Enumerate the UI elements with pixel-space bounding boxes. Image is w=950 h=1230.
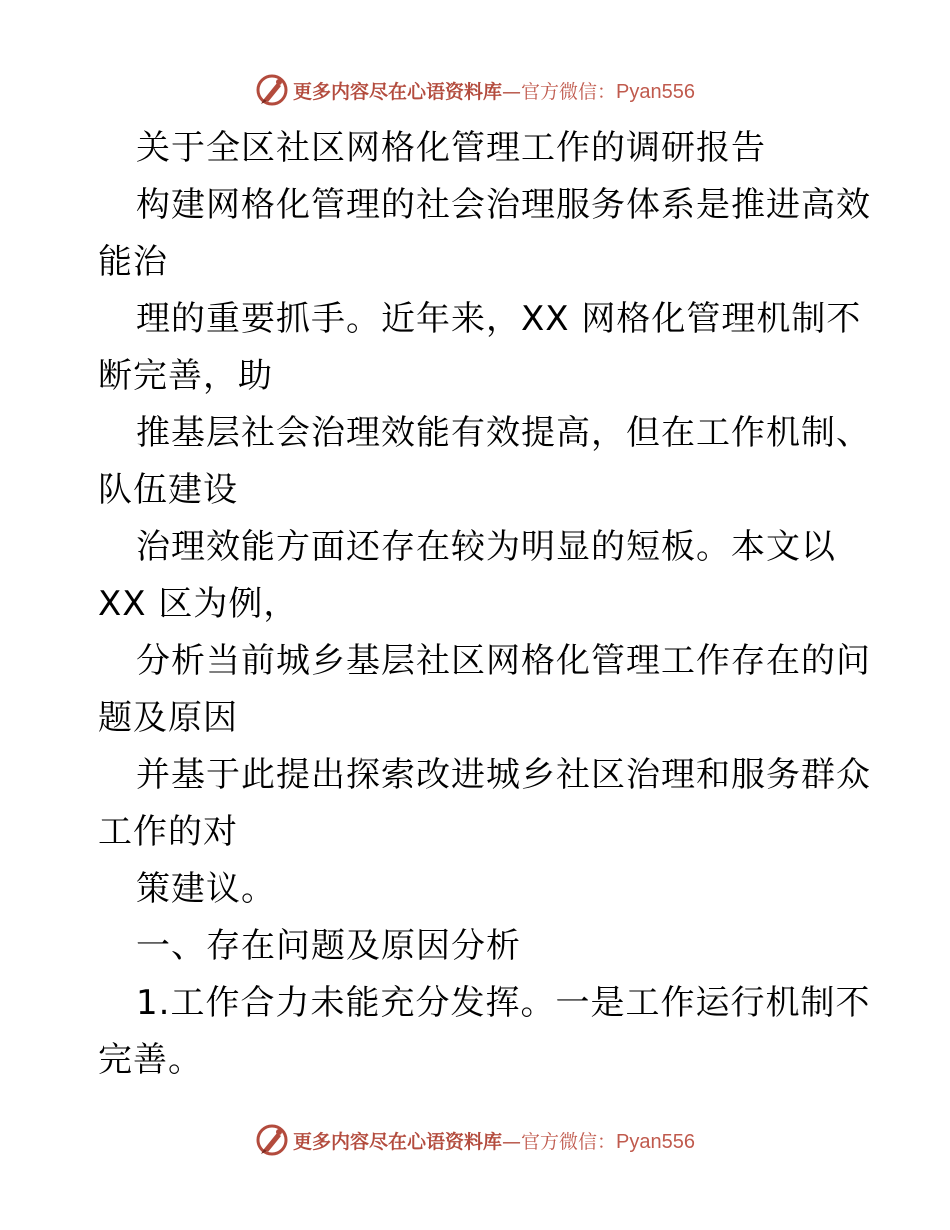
- paragraph-line: XX 区为例，: [98, 584, 299, 624]
- watermark-wechat-label: 官方微信：: [521, 80, 617, 103]
- footer-watermark-text: [293, 1127, 695, 1154]
- paragraph-line: 1.工作合力未能充分发挥。一是工作运行机制不: [136, 983, 871, 1023]
- paragraph-line: 并基于此提出探索改进城乡社区治理和服务群众: [136, 755, 871, 795]
- paragraph-line: 队伍建设: [98, 470, 238, 510]
- watermark-wechat-label: 官方微信：: [521, 1130, 617, 1153]
- pen-logo-icon: [255, 1123, 289, 1157]
- watermark-wechat-id: Pyan556: [616, 1130, 695, 1153]
- header-watermark-text: [293, 77, 695, 104]
- paragraph-line: 推基层社会治理效能有效提高，但在工作机制、: [136, 413, 871, 453]
- paragraph-line: 完善。: [98, 1040, 203, 1080]
- footer-watermark: [0, 1120, 950, 1160]
- paragraph-line: 分析当前城乡基层社区网格化管理工作存在的问: [136, 641, 871, 681]
- watermark-dash: —: [502, 80, 522, 103]
- paragraph-line: 题及原因: [98, 698, 238, 738]
- paragraph-line: 能治: [98, 242, 168, 282]
- pen-logo-icon: [255, 73, 289, 107]
- watermark-wechat-id: Pyan556: [616, 80, 695, 103]
- document-title: 关于全区社区网格化管理工作的调研报告: [136, 128, 766, 168]
- paragraph-line: 策建议。: [136, 869, 276, 909]
- paragraph-line: 构建网格化管理的社会治理服务体系是推进高效: [136, 185, 871, 225]
- watermark-dash: —: [502, 1130, 522, 1153]
- paragraph-line: 工作的对: [98, 812, 238, 852]
- section-heading: 一、存在问题及原因分析: [136, 926, 521, 966]
- watermark-main-text: 更多内容尽在心语资料库: [293, 80, 503, 103]
- paragraph-line: 理的重要抓手。近年来，XX 网格化管理机制不: [136, 299, 862, 339]
- paragraph-line: 断完善，助: [98, 356, 273, 396]
- paragraph-line: 治理效能方面还存在较为明显的短板。本文以: [136, 527, 836, 567]
- watermark-main-text: 更多内容尽在心语资料库: [293, 1130, 503, 1153]
- document-body: [98, 120, 871, 1089]
- header-watermark: [0, 70, 950, 110]
